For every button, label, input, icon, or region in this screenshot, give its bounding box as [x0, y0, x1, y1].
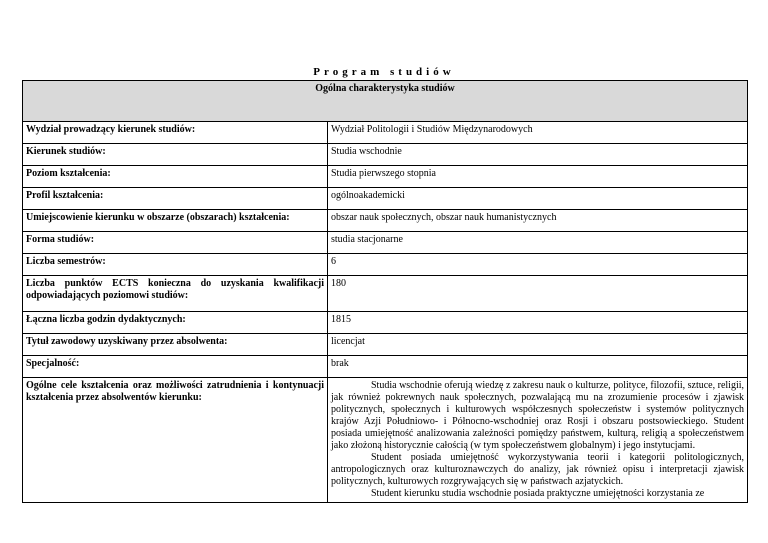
row-label: Wydział prowadzący kierunek studiów: [23, 122, 328, 144]
row-label: Liczba punktów ECTS konieczna do uzyskania kwalifikacji odpowiadających poziomowi studiów: [23, 276, 328, 312]
table-row [23, 334, 748, 356]
row-label: Specjalność: [23, 356, 328, 378]
row-label: Umiejscowienie kierunku w obszarze (obszarach) kształcenia: [23, 210, 328, 232]
row-label: Kierunek studiów: [23, 144, 328, 166]
row-label: Forma studiów: [23, 232, 328, 254]
table-row [23, 378, 748, 503]
row-value: brak [328, 356, 748, 378]
row-label: Łączna liczba godzin dydaktycznych: [23, 312, 328, 334]
row-label: Liczba semestrów: [23, 254, 328, 276]
table-row [23, 166, 748, 188]
row-label: Tytuł zawodowy uzyskiwany przez absolwenta: [23, 334, 328, 356]
row-label: Profil kształcenia: [23, 188, 328, 210]
program-table [22, 80, 748, 503]
table-row [23, 188, 748, 210]
table-row [23, 210, 748, 232]
table-row [23, 144, 748, 166]
section-header: Ogólna charakterystyka studiów [23, 81, 748, 122]
table-row [23, 356, 748, 378]
row-value: 180 [328, 276, 748, 312]
row-value: Studia pierwszego stopnia [328, 166, 748, 188]
table-row [23, 254, 748, 276]
table-row [23, 122, 748, 144]
goals-paragraph: Student posiada umiejętność wykorzystywania teorii i kategorii politologicznych, antropologicznych oraz kulturoznawczych do analizy, jak również opisu i interpretacji zjawisk politycznych, kulturowych rozgrywających się w państwach azjatyckich. [331, 452, 745, 487]
page-title: Program studiów [313, 66, 455, 78]
goals-description [328, 378, 748, 503]
table-row [23, 276, 748, 312]
goals-paragraph: Student kierunku studia wschodnie posiada praktyczne umiejętności korzystania ze [371, 488, 705, 499]
row-value: ogólnoakademicki [328, 188, 748, 210]
row-value: Studia wschodnie [328, 144, 748, 166]
row-value: licencjat [328, 334, 748, 356]
goals-label: Ogólne cele kształcenia oraz możliwości zatrudnienia i kontynuacji kształcenia przez absolwentów kierunku: [23, 378, 328, 503]
goals-paragraph: Studia wschodnie oferują wiedzę z zakresu nauk o kulturze, polityce, filozofii, sztuce, religii, jak również pokrewnych nauk społecznych, pozwalającą mu na zrozumienie procesów i zjawisk politycznych, społecznych i kulturowych współczesnych społeczeństw i systemów politycznych krajów Azji Południowo- i Północno-wschodniej oraz Rosji i obszaru postsowieckiego. Student posiada umiejętność analizowania zależności pomiędzy państwem, kulturą, religią a społeczeństwem jako złożoną historycznie całością (w tym społeczeństwem globalnym) i jego instytucjami. [331, 380, 745, 451]
table-row [23, 232, 748, 254]
row-value: 1815 [328, 312, 748, 334]
row-value: Wydział Politologii i Studiów Międzynarodowych [328, 122, 748, 144]
row-label: Poziom kształcenia: [23, 166, 328, 188]
table-row [23, 312, 748, 334]
row-value: obszar nauk społecznych, obszar nauk humanistycznych [328, 210, 748, 232]
row-value: 6 [328, 254, 748, 276]
row-value: studia stacjonarne [328, 232, 748, 254]
